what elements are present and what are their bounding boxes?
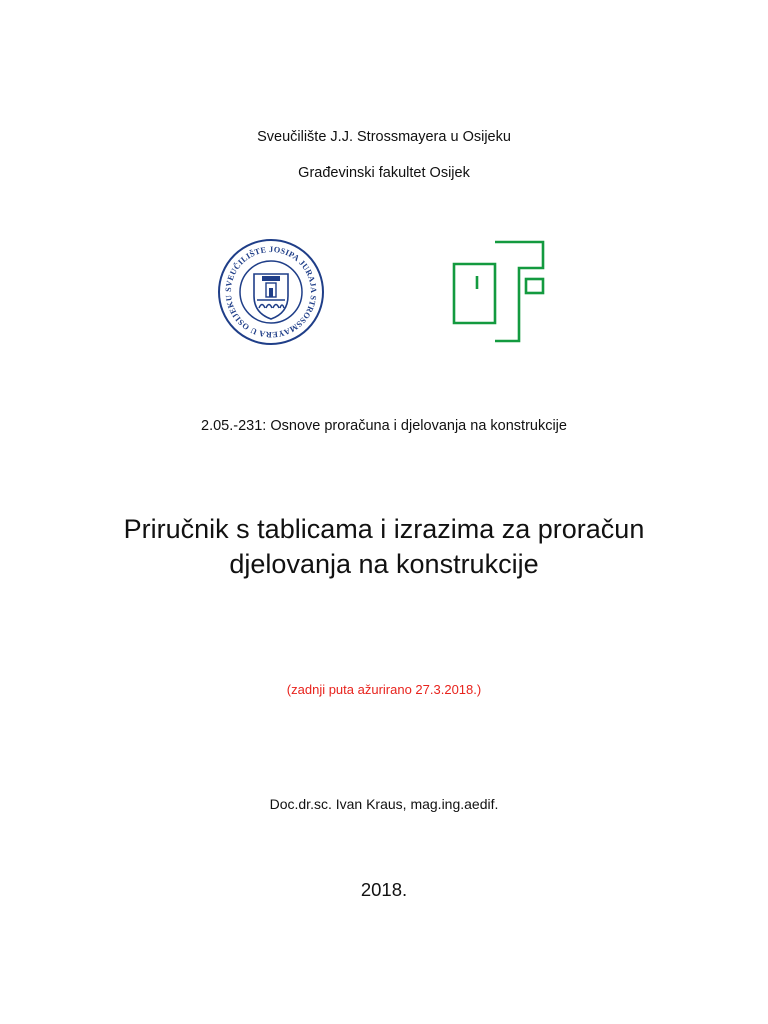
document-title — [0, 512, 768, 582]
title-line-2: djelovanja na konstrukcije — [229, 549, 539, 579]
course-code: 2.05.-231: — [201, 418, 267, 434]
faculty-name: Građevinski fakultet Osijek — [298, 165, 470, 181]
publication-year: 2018. — [360, 879, 408, 900]
university-name: Sveučilište J.J. Strossmayera u Osijeku — [257, 129, 511, 145]
seal-shield-icon — [254, 274, 288, 319]
author-name: Doc.dr.sc. Ivan Kraus, mag.ing.aedif. — [269, 796, 499, 812]
course-name: Osnove proračuna i djelovanja na konstrukcije — [270, 418, 567, 434]
university-seal-logo — [217, 238, 325, 346]
seal-ring-text: SVEUČILIŠTE JOSIPA JURAJA STROSSMAYERA U OSIJEKU — [223, 244, 319, 340]
title-line-1: Priručnik s tablicama i izrazima za proračun — [123, 514, 645, 544]
last-updated-note: (zadnji puta ažurirano 27.3.2018.) — [286, 682, 482, 697]
course-line — [0, 417, 768, 435]
faculty-logo — [452, 240, 548, 344]
